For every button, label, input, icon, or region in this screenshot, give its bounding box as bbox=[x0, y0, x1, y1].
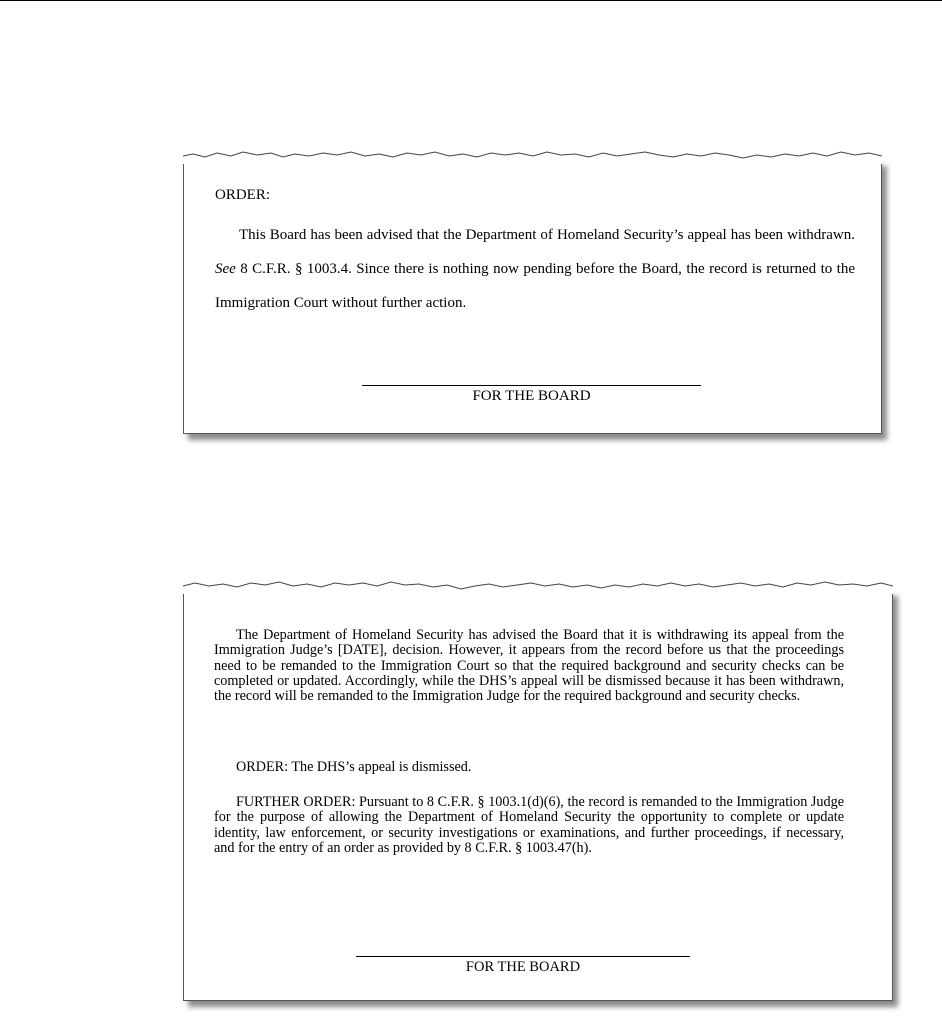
further-order-paragraph: FURTHER ORDER: Pursuant to 8 C.F.R. § 1003.1(d)(6), the record is remanded to the Immigration Judge for the purpose of allowing the Department of Homeland Security the opportunity to complete or update identity, law enforcement, or security investigations or examinations, and further proceedings, if necessary, and for the entry of an order as provided by 8 C.F.R. § 1003.47(h). bbox=[214, 794, 844, 856]
torn-top-edge bbox=[183, 150, 882, 164]
page-top-rule bbox=[0, 0, 942, 1]
signature-caption: FOR THE BOARD bbox=[472, 388, 591, 404]
cite-signal: See bbox=[215, 261, 236, 277]
signature-line bbox=[362, 385, 701, 386]
signature-caption: FOR THE BOARD bbox=[465, 959, 581, 975]
order-excerpt-withdrawn bbox=[183, 160, 882, 434]
order-dismissal-paragraph: ORDER: The DHS’s appeal is dismissed. bbox=[236, 759, 472, 775]
torn-top-edge bbox=[183, 580, 893, 594]
body-text-before-cite: This Board has been advised that the Department of Homeland Security’s appeal has been withdrawn. bbox=[239, 227, 855, 243]
remand-explanation-paragraph: The Department of Homeland Security has advised the Board that it is withdrawing its appeal from the Immigration Judge’s [DATE], decision. However, it appears from the record before us that the proceedings need to be remanded to the Immigration Court so that the required background and security checks can be completed or updated. Accordingly, while the DHS’s appeal will be dismissed because it has been withdrawn, the record will be remanded to the Immigration Judge for the required background and security checks. bbox=[214, 627, 844, 705]
body-text-after-cite: 8 C.F.R. § 1003.4. Since there is nothing now pending before the Board, the record is returned to the Immigration Court without further action. bbox=[215, 261, 855, 311]
signature-line bbox=[356, 956, 690, 957]
order-excerpt-remand bbox=[183, 590, 893, 1001]
order-body-paragraph bbox=[215, 218, 855, 320]
order-heading: ORDER: bbox=[215, 187, 271, 203]
